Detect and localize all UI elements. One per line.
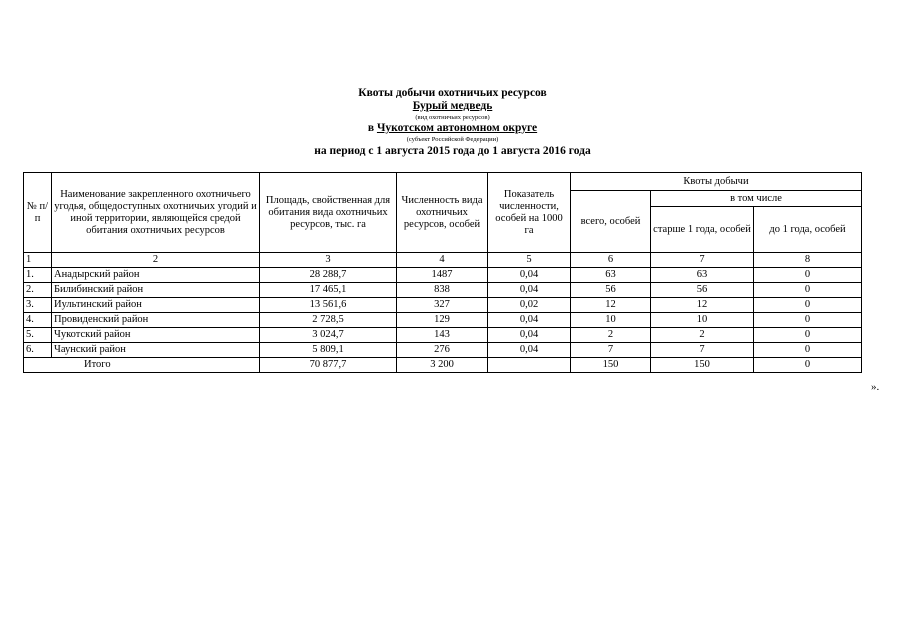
row-density: 0,02 xyxy=(488,298,571,313)
row-num: 2. xyxy=(24,283,52,298)
header-older: старше 1 года, особей xyxy=(651,207,754,253)
period-line: на период с 1 августа 2015 года до 1 августа 2016 года xyxy=(314,145,591,157)
totals-row xyxy=(24,358,862,373)
species-caption: (вид охотничьих ресурсов) xyxy=(415,114,490,121)
header-density: Показатель численности, особей на 1000 га xyxy=(488,173,571,253)
row-num: 4. xyxy=(24,313,52,328)
row-older: 63 xyxy=(651,268,754,283)
col-number: 7 xyxy=(651,253,754,268)
header-name: Наименование закрепленного охотничьего угодья, общедоступных охотничьих угодий и иной территории, являющейся средой обитания охотничьих ресурсов xyxy=(52,173,260,253)
row-density: 0,04 xyxy=(488,268,571,283)
row-name: Чаунский район xyxy=(52,343,260,358)
header-population: Численность вида охотничьих ресурсов, особей xyxy=(397,173,488,253)
quota-table xyxy=(23,172,862,373)
col-number: 4 xyxy=(397,253,488,268)
col-number: 8 xyxy=(754,253,862,268)
row-area: 28 288,7 xyxy=(260,268,397,283)
row-older: 7 xyxy=(651,343,754,358)
row-total: 12 xyxy=(571,298,651,313)
header-quotas: Квоты добычи xyxy=(571,173,862,191)
header-including: в том числе xyxy=(651,191,862,207)
row-younger: 0 xyxy=(754,298,862,313)
table-row xyxy=(24,313,862,328)
closing-quote-mark: ». xyxy=(871,381,880,393)
totals-population: 3 200 xyxy=(397,358,488,373)
row-population: 1487 xyxy=(397,268,488,283)
row-younger: 0 xyxy=(754,313,862,328)
totals-density xyxy=(488,358,571,373)
header-num: № п/п xyxy=(24,173,52,253)
species-line xyxy=(0,100,905,113)
row-younger: 0 xyxy=(754,268,862,283)
row-total: 7 xyxy=(571,343,651,358)
region-line xyxy=(0,122,905,135)
row-older: 12 xyxy=(651,298,754,313)
table-row xyxy=(24,268,862,283)
document-title: Квоты добычи охотничьих ресурсов xyxy=(358,87,547,99)
row-area: 3 024,7 xyxy=(260,328,397,343)
header-total: всего, особей xyxy=(571,191,651,253)
row-density: 0,04 xyxy=(488,328,571,343)
row-num: 1. xyxy=(24,268,52,283)
region-prefix: в xyxy=(367,122,377,134)
col-number: 3 xyxy=(260,253,397,268)
header-row-1 xyxy=(24,173,862,191)
row-density: 0,04 xyxy=(488,343,571,358)
row-population: 327 xyxy=(397,298,488,313)
row-name: Провиденский район xyxy=(52,313,260,328)
row-total: 2 xyxy=(571,328,651,343)
table-row xyxy=(24,343,862,358)
row-younger: 0 xyxy=(754,328,862,343)
species-name: Бурый медведь xyxy=(412,100,493,112)
row-area: 5 809,1 xyxy=(260,343,397,358)
col-number: 1 xyxy=(24,253,52,268)
row-name: Билибинский район xyxy=(52,283,260,298)
row-population: 143 xyxy=(397,328,488,343)
column-number-row xyxy=(24,253,862,268)
row-older: 2 xyxy=(651,328,754,343)
col-number: 5 xyxy=(488,253,571,268)
totals-older: 150 xyxy=(651,358,754,373)
row-younger: 0 xyxy=(754,283,862,298)
row-num: 6. xyxy=(24,343,52,358)
row-name: Анадырский район xyxy=(52,268,260,283)
row-name: Чукотский район xyxy=(52,328,260,343)
header-area: Площадь, свойственная для обитания вида охотничьих ресурсов, тыс. га xyxy=(260,173,397,253)
row-younger: 0 xyxy=(754,343,862,358)
col-number: 6 xyxy=(571,253,651,268)
totals-label: Итого xyxy=(24,358,260,373)
row-older: 10 xyxy=(651,313,754,328)
region-caption: (субъект Российской Федерации) xyxy=(406,136,499,143)
row-num: 3. xyxy=(24,298,52,313)
row-area: 17 465,1 xyxy=(260,283,397,298)
row-density: 0,04 xyxy=(488,283,571,298)
header-younger: до 1 года, особей xyxy=(754,207,862,253)
row-population: 838 xyxy=(397,283,488,298)
col-number: 2 xyxy=(52,253,260,268)
row-population: 276 xyxy=(397,343,488,358)
row-total: 56 xyxy=(571,283,651,298)
row-area: 13 561,6 xyxy=(260,298,397,313)
row-older: 56 xyxy=(651,283,754,298)
totals-total: 150 xyxy=(571,358,651,373)
row-density: 0,04 xyxy=(488,313,571,328)
row-population: 129 xyxy=(397,313,488,328)
totals-area: 70 877,7 xyxy=(260,358,397,373)
row-num: 5. xyxy=(24,328,52,343)
document-title-block xyxy=(0,86,905,158)
table-row xyxy=(24,298,862,313)
row-name: Иультинский район xyxy=(52,298,260,313)
totals-younger: 0 xyxy=(754,358,862,373)
table-row xyxy=(24,328,862,343)
row-total: 10 xyxy=(571,313,651,328)
row-total: 63 xyxy=(571,268,651,283)
region-name: Чукотском автономном округе xyxy=(376,122,538,134)
table-row xyxy=(24,283,862,298)
row-area: 2 728,5 xyxy=(260,313,397,328)
